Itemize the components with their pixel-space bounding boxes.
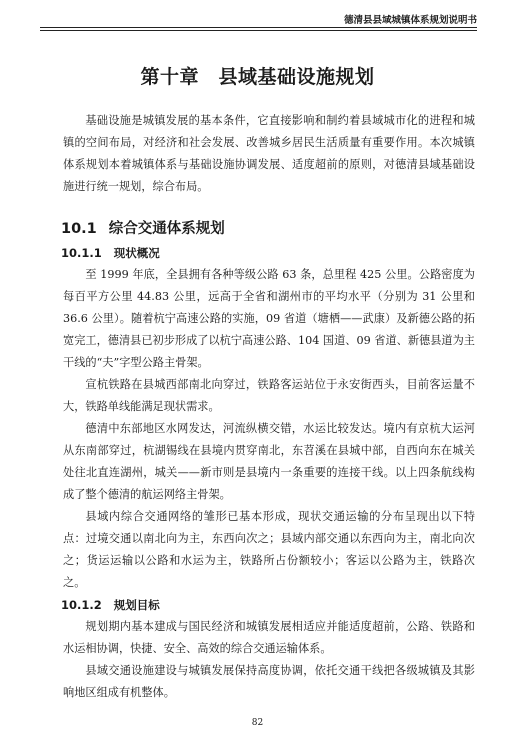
running-header: 德清县县域城镇体系规划说明书 <box>343 15 477 26</box>
subsection-heading <box>61 242 475 264</box>
paragraph: 至 1999 年底，全县拥有各种等级公路 63 条，总里程 425 公里。公路密度为每百平方公里 44.83 公里，远高于全省和湖州市的平均水平（分别为 31 公里和 36.6 公里）。随着杭宁高速公路的实施，09 省道（塘栖——武康）及新德公路的拓宽完工，德清县已初步形成了以杭宁高速公路、104 国道、09 省道、新德县道为主干线的“夫”字型公路主骨架。 <box>63 268 475 369</box>
subsection-number: 10.1.2 <box>61 598 102 612</box>
section-heading <box>61 218 475 240</box>
subsection-title: 规划目标 <box>113 598 160 612</box>
section-title: 综合交通体系规划 <box>108 221 225 237</box>
paragraph: 规划期内基本建成与国民经济和城镇发展相适应并能适度超前，公路、铁路和水运相协调，快捷、安全、高效的综合交通运输体系。 <box>63 620 475 655</box>
header-rule <box>40 27 477 31</box>
subsection-title: 现状概况 <box>113 246 160 260</box>
paragraph: 宣杭铁路在县城西部南北向穿过，铁路客运站位于永安街西头，目前客运量不大，铁路单线能满足现状需求。 <box>63 378 475 413</box>
intro-paragraph: 基础设施是城镇发展的基本条件，它直接影响和制约着县域城市化的进程和城镇的空间布局，对经济和社会发展、改善城乡居民生活质量有重要作用。本次城镇体系规划本着城镇体系与基础设施协调发展、适度超前的原则，对德清县域基础设施进行统一规划，综合布局。 <box>63 114 475 193</box>
section-number: 10.1 <box>61 221 97 237</box>
paragraph: 德清中东部地区水网发达，河流纵横交错，水运比较发达。境内有京杭大运河从东南部穿过，杭湖锡线在县境内贯穿南北，东苕溪在县城中部，自西向东在城关处往北直连湖州，城关——新市则是县境内一条重要的连接干线。以上四条航线构成了整个德清的航运网络主骨架。 <box>63 422 475 501</box>
page-number: 82 <box>251 718 264 728</box>
paragraph: 县域交通设施建设与城镇发展保持高度协调，依托交通干线把各级城镇及其影响地区组成有机整体。 <box>63 664 475 699</box>
subsection-number: 10.1.1 <box>61 246 102 260</box>
subsection-heading <box>61 594 475 616</box>
chapter-title: 第十章 县域基础设施规划 <box>140 66 375 88</box>
paragraph: 县域内综合交通网络的雏形已基本形成，现状交通运输的分布呈现出以下特点：过境交通以南北向为主，东西向次之；县域内部交通以东西向为主，南北向次之；货运运输以公路和水运为主，铁路所占份额较小；客运以公路为主，铁路次之。 <box>63 510 475 589</box>
body-content <box>63 110 475 704</box>
